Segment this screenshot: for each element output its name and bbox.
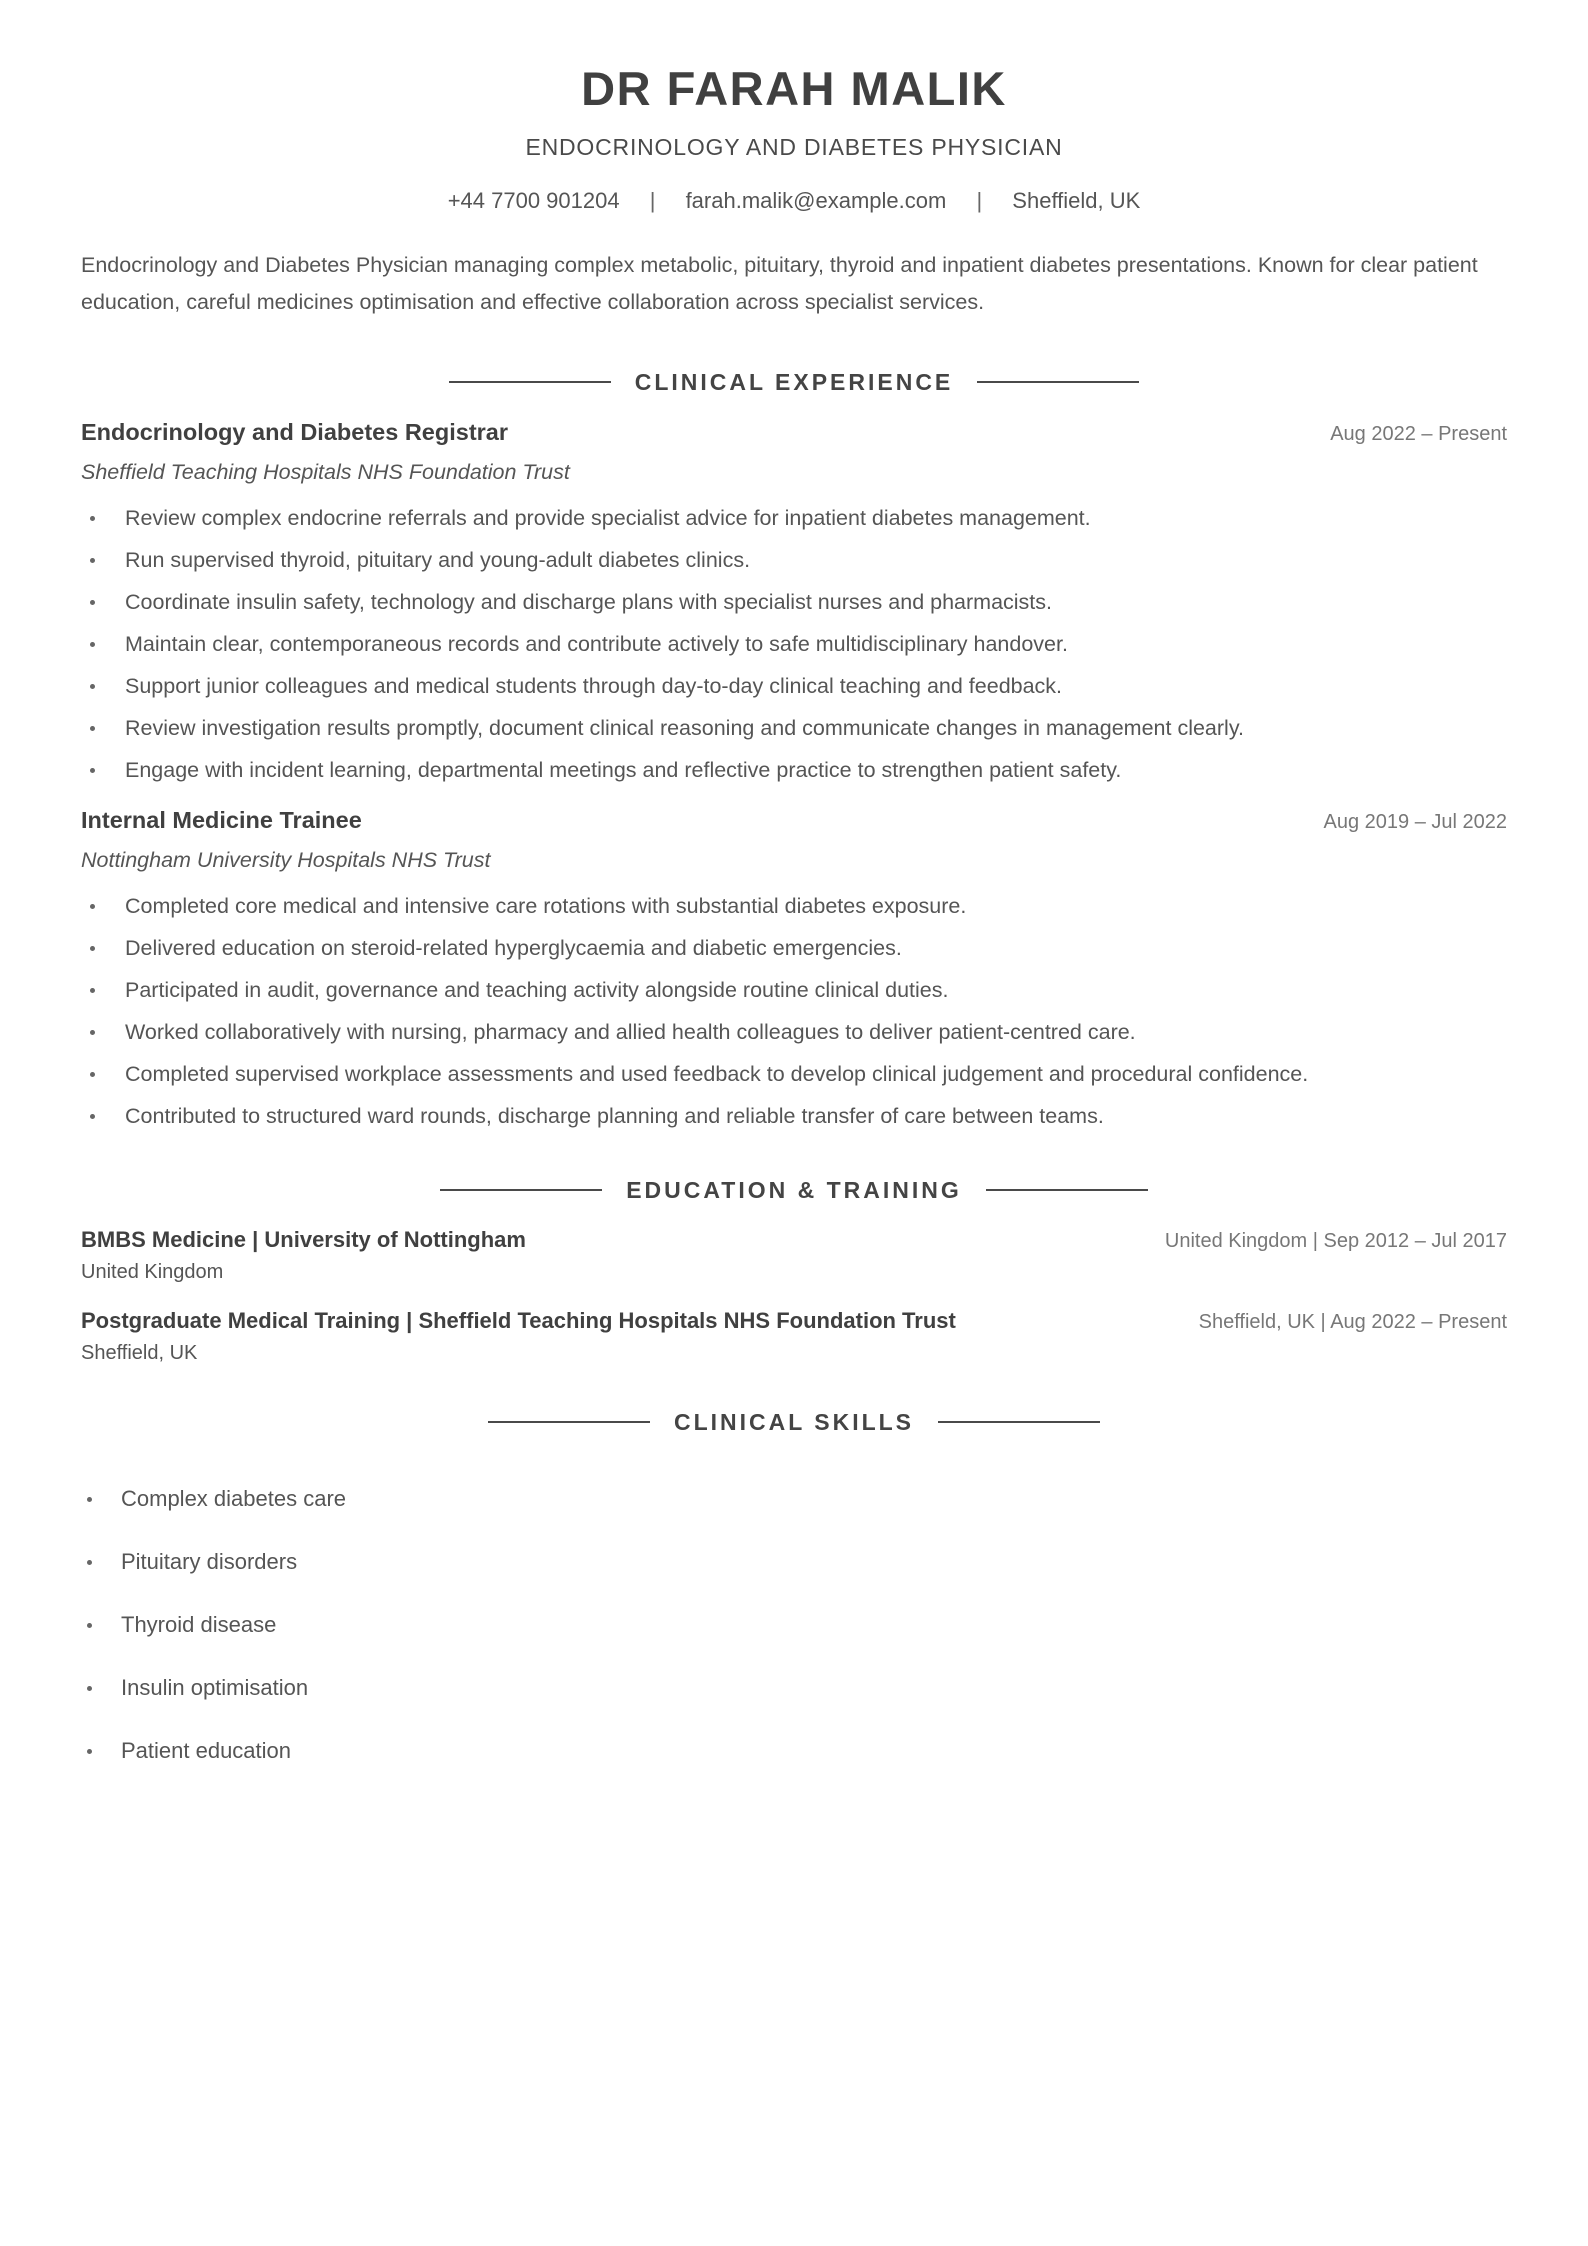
- section-title: EDUCATION & TRAINING: [626, 1176, 962, 1203]
- contact-phone: +44 7700 901204: [447, 188, 620, 213]
- divider: [440, 1189, 602, 1191]
- skill-item: Pituitary disorders: [81, 1530, 1507, 1593]
- skill-item: Complex diabetes care: [81, 1467, 1507, 1530]
- divider: [449, 381, 611, 383]
- education-meta: United Kingdom | Sep 2012 – Jul 2017: [1164, 1230, 1507, 1252]
- divider: [977, 381, 1139, 383]
- job-bullet: Review complex endocrine referrals and provide specialist advice for inpatient diabetes management.: [81, 497, 1507, 539]
- education-location: Sheffield, UK: [81, 1342, 198, 1364]
- skill-item: Thyroid disease: [81, 1593, 1507, 1656]
- job-bullet: Completed core medical and intensive care rotations with substantial diabetes exposure.: [81, 885, 1507, 927]
- job-role: Endocrinology and Diabetes Registrar: [81, 419, 509, 445]
- resume-header: [81, 0, 1507, 216]
- job-bullet-list: [81, 885, 1507, 1137]
- job-dates: Aug 2019 – Jul 2022: [1323, 811, 1507, 833]
- contact-line: [81, 186, 1507, 216]
- job-organisation: Nottingham University Hospitals NHS Trust: [81, 848, 491, 872]
- divider: [986, 1189, 1148, 1191]
- education-degree: BMBS Medicine | University of Nottingham: [81, 1227, 526, 1252]
- candidate-name: DR FARAH MALIK: [581, 62, 1007, 115]
- section-heading-education: [81, 1175, 1507, 1205]
- job-bullet: Support junior colleagues and medical students through day-to-day clinical teaching and feedback.: [81, 665, 1507, 707]
- skill-item: Insulin optimisation: [81, 1656, 1507, 1719]
- job-bullet: Run supervised thyroid, pituitary and young-adult diabetes clinics.: [81, 539, 1507, 581]
- divider: [938, 1421, 1100, 1423]
- candidate-title: ENDOCRINOLOGY AND DIABETES PHYSICIAN: [525, 134, 1063, 160]
- job-bullet: Contributed to structured ward rounds, discharge planning and reliable transfer of care between teams.: [81, 1095, 1507, 1137]
- job-bullet: Participated in audit, governance and teaching activity alongside routine clinical duties.: [81, 969, 1507, 1011]
- section-heading-skills: [81, 1407, 1507, 1437]
- contact-separator: |: [649, 188, 656, 213]
- education-item: [81, 1308, 1507, 1365]
- skills-list: [81, 1467, 1507, 1782]
- job-role: Internal Medicine Trainee: [81, 807, 362, 833]
- experience-item: [81, 807, 1507, 1137]
- job-dates: Aug 2022 – Present: [1330, 423, 1507, 445]
- education-meta: Sheffield, UK | Aug 2022 – Present: [1198, 1311, 1507, 1333]
- skill-item: Patient education: [81, 1719, 1507, 1782]
- section-title: CLINICAL SKILLS: [673, 1408, 915, 1435]
- job-bullet: Review investigation results promptly, document clinical reasoning and communicate changes in management clearly.: [81, 707, 1507, 749]
- job-bullet: Worked collaboratively with nursing, pharmacy and allied health colleagues to deliver patient-centred care.: [81, 1011, 1507, 1053]
- contact-email: farah.malik@example.com: [685, 188, 947, 213]
- job-organisation: Sheffield Teaching Hospitals NHS Foundation Trust: [81, 460, 570, 484]
- education-item: [81, 1227, 1507, 1284]
- contact-location: Sheffield, UK: [1012, 188, 1141, 213]
- professional-summary: Endocrinology and Diabetes Physician managing complex metabolic, pituitary, thyroid and inpatient diabetes presentations. Known for clear patient education, careful medicines optimisation and effective collaboration across specialist services.: [81, 253, 1478, 314]
- job-bullet-list: [81, 497, 1507, 791]
- divider: [488, 1421, 650, 1423]
- experience-item: [81, 419, 1507, 791]
- job-bullet: Engage with incident learning, departmental meetings and reflective practice to strengthen patient safety.: [81, 749, 1507, 791]
- job-bullet: Maintain clear, contemporaneous records and contribute actively to safe multidisciplinary handover.: [81, 623, 1507, 665]
- contact-separator: |: [976, 188, 983, 213]
- job-bullet: Coordinate insulin safety, technology and discharge plans with specialist nurses and pharmacists.: [81, 581, 1507, 623]
- section-title: CLINICAL EXPERIENCE: [634, 368, 954, 395]
- job-bullet: Delivered education on steroid-related hyperglycaemia and diabetic emergencies.: [81, 927, 1507, 969]
- education-degree: Postgraduate Medical Training | Sheffield Teaching Hospitals NHS Foundation Trust: [81, 1308, 956, 1333]
- section-heading-experience: [81, 367, 1507, 397]
- job-bullet: Completed supervised workplace assessments and used feedback to develop clinical judgement and procedural confidence.: [81, 1053, 1507, 1095]
- education-location: United Kingdom: [81, 1261, 224, 1283]
